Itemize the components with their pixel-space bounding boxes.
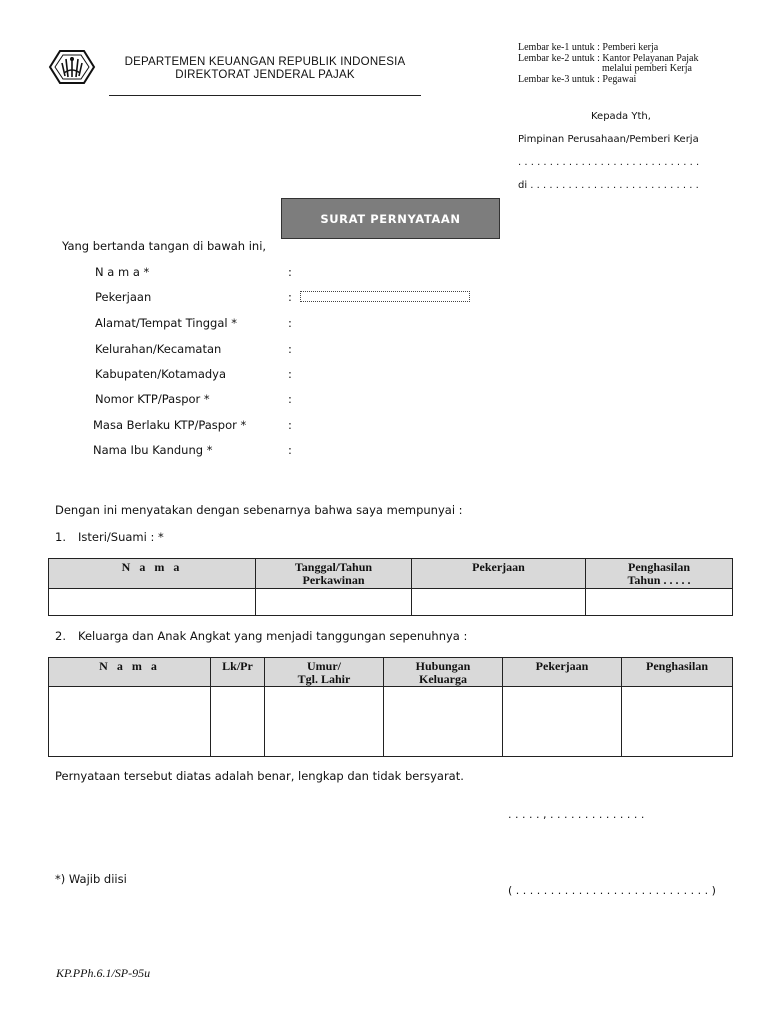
addressee-name-dots: . . . . . . . . . . . . . . . . . . . . . . . . . . . . . xyxy=(518,157,700,168)
copy-line-1: Lembar ke-1 untuk : Pemberi kerja xyxy=(518,42,659,53)
field-colon-alamat: : xyxy=(288,316,292,330)
field-colon-masa-berlaku: : xyxy=(288,418,292,432)
dep-col-header-pekerjaan: Pekerjaan xyxy=(503,658,622,687)
dep-col-header-penghasilan: Penghasilan xyxy=(622,658,733,687)
signature-line: ( . . . . . . . . . . . . . . . . . . . . . . . . . . . . ) xyxy=(508,884,716,897)
copy-line-3: Lembar ke-3 untuk : Pegawai xyxy=(518,73,637,85)
col-header-penghasilan: Penghasilan Tahun . . . . . xyxy=(586,559,733,589)
col-header-pekerjaan: Pekerjaan xyxy=(412,559,586,589)
field-colon-nama: : xyxy=(288,265,292,279)
dep-cell-hubungan[interactable] xyxy=(384,687,503,757)
form-title xyxy=(281,198,500,239)
field-label-ktp: Nomor KTP/Paspor * xyxy=(95,392,210,406)
field-label-alamat: Alamat/Tempat Tinggal * xyxy=(95,316,238,330)
field-colon-ibu-kandung: : xyxy=(288,443,292,457)
spouse-cell-penghasilan[interactable] xyxy=(586,589,733,616)
spouse-cell-tanggal[interactable] xyxy=(256,589,412,616)
field-label-pekerjaan: Pekerjaan xyxy=(95,290,152,304)
dependents-table-header xyxy=(49,658,733,687)
addressee-greeting: Kepada Yth, xyxy=(591,111,651,122)
section-2-label: Keluarga dan Anak Angkat yang menjadi tanggungan sepenuhnya : xyxy=(78,629,468,643)
section-1-number: 1. xyxy=(55,530,66,544)
field-label-kabupaten: Kabupaten/Kotamadya xyxy=(95,367,227,381)
dependents-table xyxy=(48,657,733,757)
dep-cell-umur[interactable] xyxy=(265,687,384,757)
field-colon-kabupaten: : xyxy=(288,367,292,381)
field-label-kelurahan: Kelurahan/Kecamatan xyxy=(95,342,222,356)
department-heading xyxy=(108,56,422,82)
department-name: DEPARTEMEN KEUANGAN REPUBLIK INDONESIA xyxy=(124,56,406,68)
field-label-ibu-kandung: Nama Ibu Kandung * xyxy=(93,443,213,457)
dep-cell-penghasilan[interactable] xyxy=(622,687,733,757)
addressee-location-dots: di . . . . . . . . . . . . . . . . . . . . . . . . . . . xyxy=(518,180,699,191)
col-header-tanggal-perkawinan: Tanggal/Tahun Perkawinan xyxy=(256,559,412,589)
field-colon-kelurahan: : xyxy=(288,342,292,356)
spouse-table xyxy=(48,558,733,616)
ministry-emblem-icon xyxy=(46,47,98,87)
spouse-table-header xyxy=(49,559,733,589)
copy-line-2-continued: melalui pemberi Kerja xyxy=(602,63,692,74)
copy-line-2: Lembar ke-2 untuk : Kantor Pelayanan Pajak xyxy=(518,52,699,64)
place-date-line: . . . . . , . . . . . . . . . . . . . . xyxy=(508,808,645,821)
mandatory-note: *) Wajib diisi xyxy=(55,872,127,886)
section-2-number: 2. xyxy=(55,629,66,643)
spouse-cell-nama[interactable] xyxy=(49,589,256,616)
dep-col-header-umur: Umur/ Tgl. Lahir xyxy=(265,658,384,687)
dep-col-header-hubungan: Hubungan Keluarga xyxy=(384,658,503,687)
field-colon-ktp: : xyxy=(288,392,292,406)
directorate-name: DIREKTORAT JENDERAL PAJAK xyxy=(175,69,355,81)
intro-text: Yang bertanda tangan di bawah ini, xyxy=(62,239,267,253)
addressee-title: Pimpinan Perusahaan/Pemberi Kerja xyxy=(518,134,699,145)
col-header-nama: N a m a xyxy=(49,559,256,589)
form-title-text: SURAT PERNYATAAN xyxy=(320,211,461,226)
field-label-nama: N a m a * xyxy=(95,265,150,279)
spouse-cell-pekerjaan[interactable] xyxy=(412,589,586,616)
closing-statement: Pernyataan tersebut diatas adalah benar, lengkap dan tidak bersyarat. xyxy=(55,769,464,783)
spouse-table-row xyxy=(49,589,733,616)
dep-cell-lkpr[interactable] xyxy=(211,687,265,757)
header-divider xyxy=(109,95,421,96)
dep-cell-nama[interactable] xyxy=(49,687,211,757)
section-1-label: Isteri/Suami : * xyxy=(78,530,164,544)
field-colon-pekerjaan: : xyxy=(288,290,292,304)
field-label-masa-berlaku: Masa Berlaku KTP/Paspor * xyxy=(93,418,247,432)
dep-cell-pekerjaan[interactable] xyxy=(503,687,622,757)
form-code: KP.PPh.6.1/SP-95u xyxy=(56,966,151,980)
dep-col-header-lkpr: Lk/Pr xyxy=(211,658,265,687)
copy-distribution-list xyxy=(518,43,758,85)
statement-text: Dengan ini menyatakan dengan sebenarnya bahwa saya mempunyai : xyxy=(55,503,463,517)
dependents-table-row xyxy=(49,687,733,757)
dep-col-header-nama: N a m a xyxy=(49,658,211,687)
pekerjaan-input[interactable] xyxy=(300,291,470,302)
